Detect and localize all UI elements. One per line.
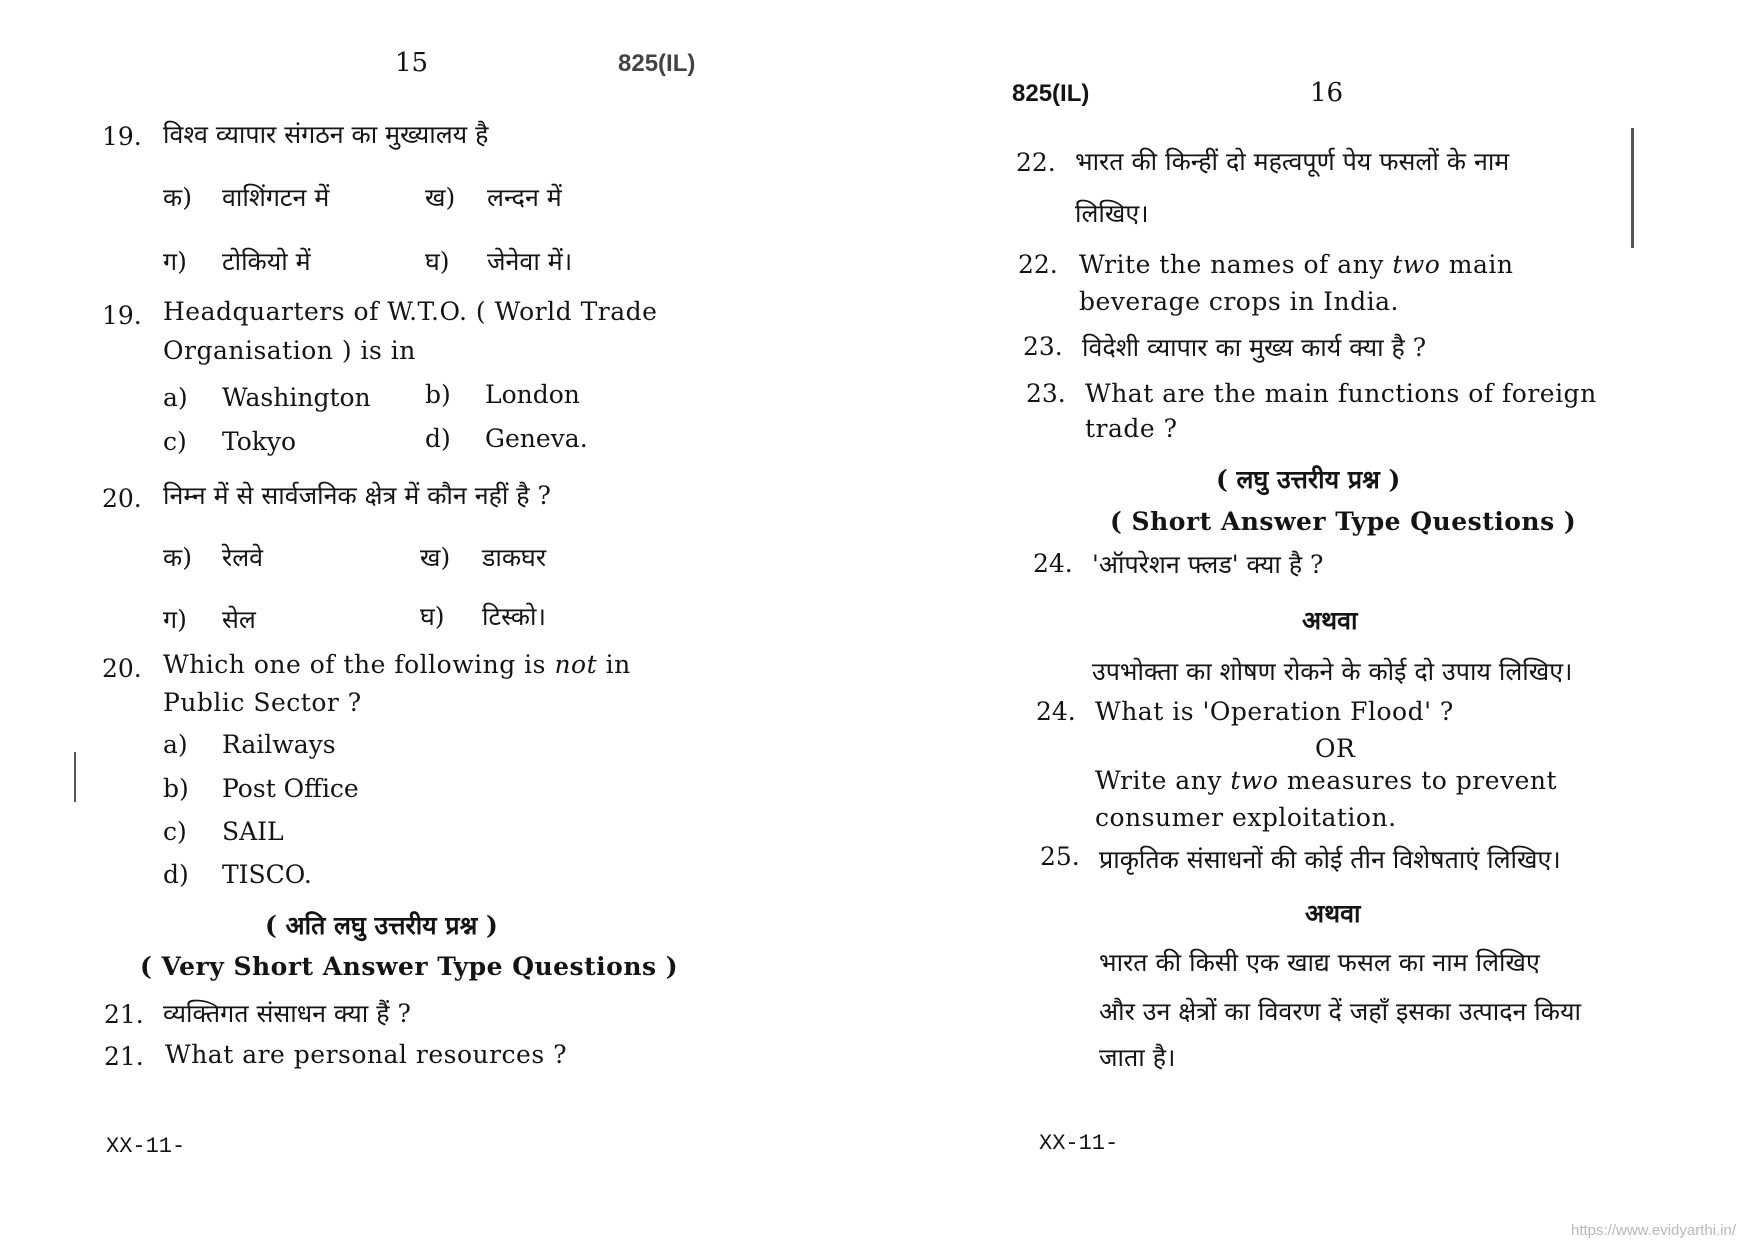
question-text: विश्व व्यापार संगठन का मुख्यालय है xyxy=(163,120,489,149)
text-fragment: Write any xyxy=(1095,766,1231,795)
option-text: Washington xyxy=(222,383,371,412)
option-label: a) xyxy=(163,730,188,759)
question-number: 23. xyxy=(1023,332,1063,361)
option-text: वाशिंगटन में xyxy=(222,183,330,212)
option-text: Post Office xyxy=(222,774,359,803)
question-text: प्राकृतिक संसाधनों की कोई तीन विशेषताएं लिखिए। xyxy=(1099,845,1561,874)
question-text: विदेशी व्यापार का मुख्य कार्य क्या है ? xyxy=(1082,333,1427,362)
option-label: घ) xyxy=(425,247,450,276)
text-fragment: Write the names of any xyxy=(1079,250,1393,279)
or-label: अथवा xyxy=(1302,606,1358,635)
question-text-line: Public Sector ? xyxy=(163,688,362,717)
option-text: London xyxy=(485,380,580,409)
option-text: डाकघर xyxy=(482,543,547,572)
question-text-line: Organisation ) is in xyxy=(163,336,416,365)
option-label: c) xyxy=(163,817,187,846)
alternate-question-text: और उन क्षेत्रों का विवरण दें जहाँ इसका उत्पादन किया xyxy=(1099,997,1581,1026)
page-number: 16 xyxy=(1310,78,1344,108)
option-text: Geneva. xyxy=(485,424,588,453)
option-label: ख) xyxy=(420,543,451,572)
option-text: TISCO. xyxy=(222,860,312,889)
text-fragment: measures to prevent xyxy=(1278,766,1558,795)
question-text-line xyxy=(1079,250,1513,279)
option-text: जेनेवा में। xyxy=(487,247,573,276)
option-label: d) xyxy=(425,424,451,453)
option-label: a) xyxy=(163,383,188,412)
question-text: What is 'Operation Flood' ? xyxy=(1095,697,1454,726)
question-number: 25. xyxy=(1040,842,1080,871)
option-text: रेलवे xyxy=(222,543,264,572)
emphasis-text: two xyxy=(1230,766,1279,795)
option-text: Tokyo xyxy=(222,427,297,456)
question-number: 23. xyxy=(1026,379,1066,408)
question-number: 20. xyxy=(102,654,142,683)
section-heading-hindi: ( लघु उत्तरीय प्रश्न ) xyxy=(1216,465,1401,494)
alternate-question-text: जाता है। xyxy=(1099,1043,1176,1072)
option-text: टोकियो में xyxy=(222,247,311,276)
option-label: घ) xyxy=(420,602,445,631)
header-code: 825(IL) xyxy=(618,50,696,77)
question-text-line xyxy=(163,650,631,679)
or-label: अथवा xyxy=(1305,899,1361,928)
question-text: 'ऑपरेशन फ्लड' क्या है ? xyxy=(1092,550,1324,579)
page-number: 15 xyxy=(395,48,429,78)
right-page xyxy=(877,0,1754,1241)
option-label: b) xyxy=(425,380,451,409)
question-text: What are personal resources ? xyxy=(165,1040,568,1069)
alternate-question-text: consumer exploitation. xyxy=(1095,803,1397,832)
alternate-question-text: भारत की किसी एक खाद्य फसल का नाम लिखिए xyxy=(1099,948,1540,977)
question-text-line: trade ? xyxy=(1085,414,1178,443)
emphasis-text: two xyxy=(1392,250,1441,279)
text-fragment: in xyxy=(597,650,631,679)
option-label: d) xyxy=(163,860,189,889)
question-number: 24. xyxy=(1036,697,1076,726)
emphasis-text: not xyxy=(554,650,598,679)
question-number: 24. xyxy=(1033,549,1073,578)
section-heading-english: ( Very Short Answer Type Questions ) xyxy=(140,952,679,981)
alternate-question-text: उपभोक्ता का शोषण रोकने के कोई दो उपाय लिखिए। xyxy=(1092,657,1573,686)
question-text-line: लिखिए। xyxy=(1075,199,1149,228)
question-number: 22. xyxy=(1018,250,1058,279)
question-number: 22. xyxy=(1016,148,1056,177)
option-label: क) xyxy=(163,543,192,572)
question-number: 21. xyxy=(104,1000,144,1029)
question-number: 20. xyxy=(102,484,142,513)
question-text: निम्न में से सार्वजनिक क्षेत्र में कौन नहीं है ? xyxy=(163,481,551,510)
watermark-url: https://www.evidyarthi.in/ xyxy=(1571,1222,1737,1239)
question-text-line: भारत की किन्हीं दो महत्वपूर्ण पेय फसलों के नाम xyxy=(1075,147,1510,176)
alternate-question-text xyxy=(1095,766,1557,795)
option-label: ग) xyxy=(163,605,187,634)
option-text: लन्दन में xyxy=(487,183,562,212)
section-heading-english: ( Short Answer Type Questions ) xyxy=(1110,507,1577,536)
option-label: क) xyxy=(163,183,192,212)
page-footer: XX-11- xyxy=(1039,1131,1119,1156)
option-label: ग) xyxy=(163,247,187,276)
option-label: c) xyxy=(163,427,187,456)
option-text: Railways xyxy=(222,730,336,759)
or-label: OR xyxy=(1315,734,1356,763)
question-text: व्यक्तिगत संसाधन क्या हैं ? xyxy=(163,999,411,1028)
question-text-line: beverage crops in India. xyxy=(1079,287,1399,316)
question-number: 21. xyxy=(104,1042,144,1071)
option-text: सेल xyxy=(222,605,256,634)
header-code: 825(IL) xyxy=(1012,80,1090,107)
option-label: ख) xyxy=(425,183,456,212)
page-footer: XX-11- xyxy=(106,1134,186,1159)
option-text: SAIL xyxy=(222,817,284,846)
option-label: b) xyxy=(163,774,189,803)
question-number: 19. xyxy=(102,301,142,330)
question-text-line: What are the main functions of foreign xyxy=(1085,379,1597,408)
text-fragment: Which one of the following is xyxy=(163,650,555,679)
question-text-line: Headquarters of W.T.O. ( World Trade xyxy=(163,297,658,326)
section-heading-hindi: ( अति लघु उत्तरीय प्रश्न ) xyxy=(265,911,498,940)
scan-artifact xyxy=(1631,128,1634,248)
question-number: 19. xyxy=(102,122,142,151)
text-fragment: main xyxy=(1440,250,1514,279)
option-text: टिस्को। xyxy=(482,602,546,631)
scan-artifact xyxy=(74,752,76,802)
